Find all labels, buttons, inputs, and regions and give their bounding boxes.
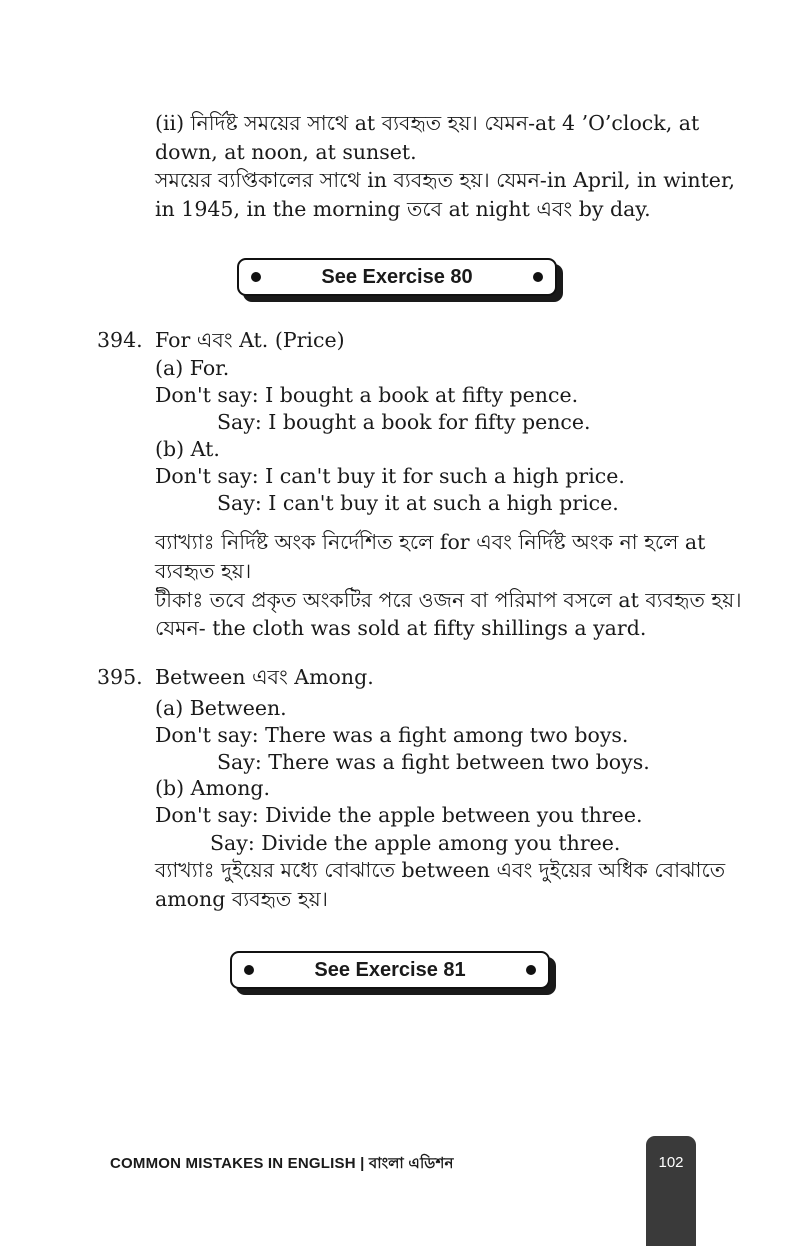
bullet-icon <box>251 272 261 282</box>
correct-example: Say: I bought a book for fifty pence. <box>217 410 591 434</box>
wrong-example: Don't say: I bought a book at fifty pence. <box>155 383 579 407</box>
item-number: 395. <box>97 665 143 689</box>
item-heading: For এবং At. (Price) <box>155 328 345 352</box>
item-heading: Between এবং Among. <box>155 665 374 689</box>
sub-label: (b) At. <box>155 437 220 461</box>
page-number-tab <box>646 1136 696 1246</box>
sub-label: (a) For. <box>155 356 230 380</box>
correct-example: Say: Divide the apple among you three. <box>210 831 621 855</box>
explanation-text: ব্যবহৃত হয়। <box>155 559 252 583</box>
note-text: যেমন- the cloth was sold at fifty shillings a yard. <box>155 616 647 640</box>
body-text-line: down, at noon, at sunset. <box>155 140 417 164</box>
body-text-line: সময়ের ব্যপ্তিকালের সাথে in ব্যবহৃত হয়। যেমন-in April, in winter, <box>155 168 736 192</box>
body-text-line: (ii) নির্দিষ্ট সময়ের সাথে at ব্যবহৃত হয়। যেমন-at 4 ’O’clock, at <box>155 111 700 135</box>
wrong-example: Don't say: Divide the apple between you three. <box>155 803 643 827</box>
correct-example: Say: I can't buy it at such a high price. <box>217 491 619 515</box>
see-exercise-80-banner <box>237 258 557 296</box>
bullet-icon <box>244 965 254 975</box>
see-exercise-81-banner <box>230 951 550 989</box>
wrong-example: Don't say: I can't buy it for such a high price. <box>155 464 625 488</box>
footer-book-title: COMMON MISTAKES IN ENGLISH | বাংলা এডিশন <box>110 1155 454 1172</box>
bullet-icon <box>533 272 543 282</box>
explanation-text: among ব্যবহৃত হয়। <box>155 887 329 911</box>
banner-label: See Exercise 80 <box>321 265 473 288</box>
explanation-text: ব্যাখ্যাঃ দুইয়ের মধ্যে বোঝাতে between এবং দুইয়ের অধিক বোঝাতে <box>155 858 726 882</box>
sub-label: (a) Between. <box>155 696 287 720</box>
explanation-text: ব্যাখ্যাঃ নির্দিষ্ট অংক নির্দেশিত হলে for এবং নির্দিষ্ট অংক না হলে at <box>155 530 706 554</box>
body-text-line: in 1945, in the morning তবে at night এবং by day. <box>155 197 651 221</box>
wrong-example: Don't say: There was a fight among two boys. <box>155 723 629 747</box>
item-number: 394. <box>97 328 143 352</box>
note-text: টীকাঃ তবে প্রকৃত অংকটির পরে ওজন বা পরিমাপ বসলে at ব্যবহৃত হয়। <box>155 588 742 612</box>
correct-example: Say: There was a fight between two boys. <box>217 750 650 774</box>
page-number: 102 <box>658 1154 684 1171</box>
bullet-icon <box>526 965 536 975</box>
sub-label: (b) Among. <box>155 776 271 800</box>
banner-label: See Exercise 81 <box>314 958 466 981</box>
